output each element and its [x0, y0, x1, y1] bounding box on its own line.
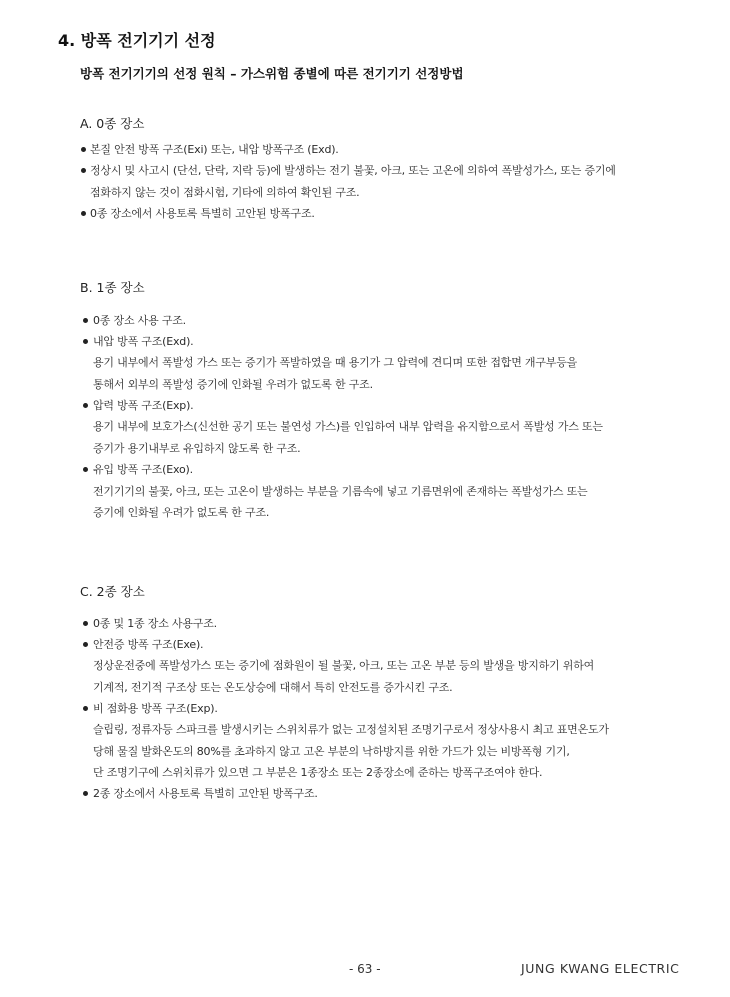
section-c-item-text: 0종 및 1종 장소 사용구조. — [93, 617, 217, 630]
bullet-icon — [83, 403, 88, 408]
section-c-item-text: 비 점화용 방폭 구조(Exp). — [93, 702, 218, 715]
page-subheading: 방폭 전기기기의 선정 원칙 – 가스위험 종별에 따른 전기기기 선정방법 — [80, 66, 464, 81]
section-c-item-text: 당해 물질 발화온도의 80%를 초과하지 않고 고온 부분의 낙하방지를 위한 가드가 있는 비방폭형 기기, — [93, 745, 570, 758]
bullet-icon — [83, 339, 88, 344]
bullet-icon — [83, 467, 88, 472]
page-number: - 63 - — [349, 962, 381, 976]
section-b-item-text: 압력 방폭 구조(Exp). — [93, 399, 194, 412]
section-a-item-text: 정상시 및 사고시 (단선, 단락, 지락 등)에 발생하는 전기 불꽃, 아크, 또는 고온에 의하여 폭발성가스, 또는 증기에 — [90, 164, 616, 177]
section-b-item-text: 0종 장소 사용 구조. — [93, 314, 186, 327]
section-b-item-text: 용기 내부에 보호가스(신선한 공기 또는 불연성 가스)를 인입하여 내부 압력을 유지함으로서 폭발성 가스 또는 — [93, 420, 603, 433]
bullet-icon — [83, 621, 88, 626]
section-a-title: A. 0종 장소 — [80, 116, 145, 131]
section-c-item-text: 2종 장소에서 사용토록 특별히 고안된 방폭구조. — [93, 787, 318, 800]
section-b-item-text: 증기에 인화될 우려가 없도록 한 구조. — [93, 506, 270, 519]
section-b-item-text: 통해서 외부의 폭발성 증기에 인화될 우려가 없도록 한 구조. — [93, 378, 373, 391]
bullet-icon — [81, 211, 86, 216]
bullet-icon — [83, 318, 88, 323]
section-b-item-text: 증기가 용기내부로 유입하지 않도록 한 구조. — [93, 442, 301, 455]
section-b-item-text: 용기 내부에서 폭발성 가스 또는 증기가 폭발하였을 때 용기가 그 압력에 견디며 또한 접합면 개구부등을 — [93, 356, 578, 369]
section-a-item-text: 점화하지 않는 것이 점화시험, 기타에 의하여 확인된 구조. — [90, 186, 360, 199]
section-b-item-text: 전기기기의 불꽃, 아크, 또는 고온이 발생하는 부분을 기름속에 넣고 기름면위에 존재하는 폭발성가스 또는 — [93, 485, 588, 498]
bullet-icon — [83, 706, 88, 711]
section-a-item-text: 본질 안전 방폭 구조(Exi) 또는, 내압 방폭구조 (Exd). — [90, 143, 339, 156]
section-b-title: B. 1종 장소 — [80, 280, 145, 295]
section-c-item-text: 안전증 방폭 구조(Exe). — [93, 638, 204, 651]
section-a-item-text: 0종 장소에서 사용토록 특별히 고안된 방폭구조. — [90, 207, 315, 220]
page-heading: 4. 방폭 전기기기 선정 — [58, 31, 216, 50]
section-b-item-text: 내압 방폭 구조(Exd). — [93, 335, 194, 348]
bullet-icon — [83, 642, 88, 647]
bullet-icon — [81, 168, 86, 173]
section-c-item-text: 기계적, 전기적 구조상 또는 온도상승에 대해서 특히 안전도를 증가시킨 구조. — [93, 681, 453, 694]
bullet-icon — [81, 147, 86, 152]
section-b-item-text: 유입 방폭 구조(Exo). — [93, 463, 193, 476]
section-c-item-text: 슬립링, 정류자등 스파크를 발생시키는 스위치류가 없는 고정설치된 조명기구로서 정상사용시 최고 표면온도가 — [93, 723, 609, 736]
section-c-item-text: 단 조명기구에 스위치류가 있으면 그 부분은 1종장소 또는 2종장소에 준하는 방폭구조여야 한다. — [93, 766, 543, 779]
bullet-icon — [83, 791, 88, 796]
company-name: JUNG KWANG ELECTRIC — [521, 961, 680, 976]
section-c-title: C. 2종 장소 — [80, 584, 145, 599]
section-c-item-text: 정상운전중에 폭발성가스 또는 증기에 점화원이 될 불꽃, 아크, 또는 고온 부분 등의 발생을 방지하기 위하여 — [93, 659, 595, 672]
